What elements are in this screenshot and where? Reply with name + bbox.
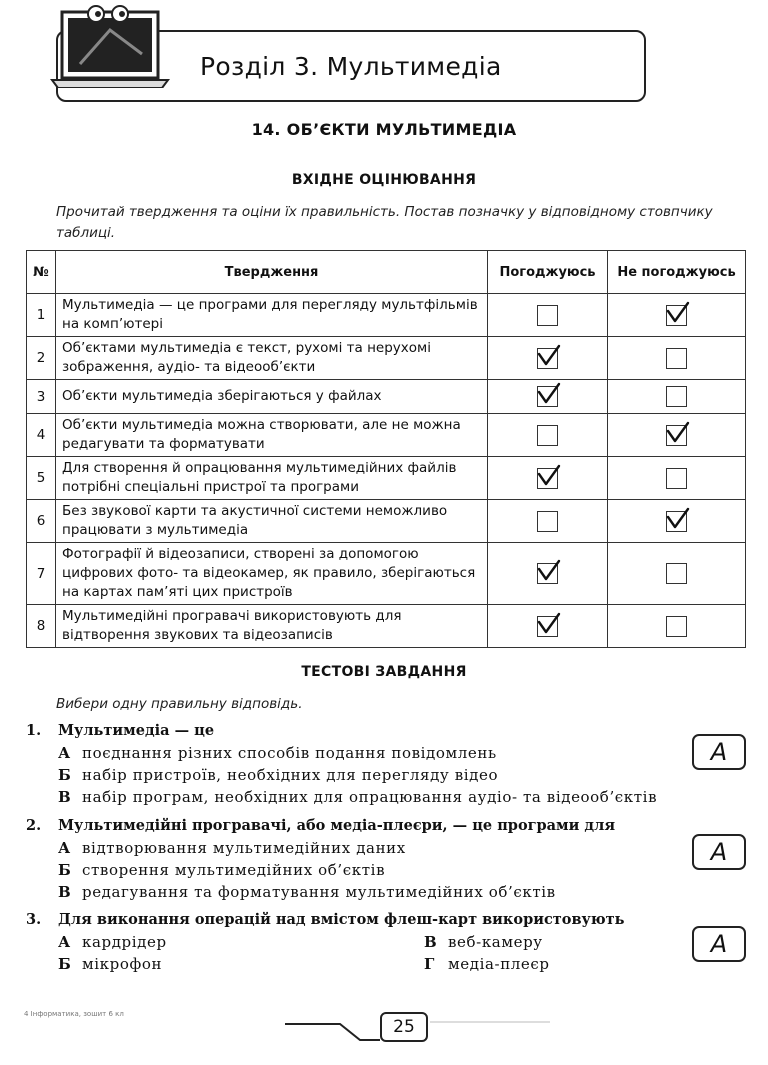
row-number: 8: [27, 605, 56, 648]
row-number: 5: [27, 457, 56, 500]
disagree-checkbox[interactable]: [666, 563, 687, 584]
agree-checkbox[interactable]: [537, 468, 558, 489]
agree-checkbox[interactable]: [537, 386, 558, 407]
row-statement: Мультимедійні програвачі використовують для відтворення звукових та відеозаписів: [56, 605, 488, 648]
statements-table: [26, 250, 746, 648]
question-text: Для виконання операцій над вмістом флеш-карт використовують: [58, 911, 625, 928]
option-letter: А: [58, 933, 71, 951]
disagree-checkbox[interactable]: [666, 305, 687, 326]
question-1: [26, 722, 214, 739]
page-decoration: [280, 1016, 380, 1046]
col-statement-header: Твердження: [56, 251, 488, 294]
table-row: [27, 500, 746, 543]
agree-checkbox[interactable]: [537, 511, 558, 532]
disagree-checkbox[interactable]: [666, 425, 687, 446]
question-number: 2.: [26, 817, 42, 834]
row-statement: Без звукової карти та акустичної системи неможливо працювати з мультимедіа: [56, 500, 488, 543]
disagree-checkbox[interactable]: [666, 511, 687, 532]
option-text: мікрофон: [82, 955, 163, 973]
answer-option[interactable]: [58, 933, 167, 951]
disagree-checkbox[interactable]: [666, 616, 687, 637]
tests-heading: ТЕСТОВІ ЗАВДАННЯ: [301, 664, 467, 680]
option-letter: Г: [424, 955, 435, 973]
table-row: [27, 380, 746, 414]
answer-option[interactable]: [58, 839, 406, 857]
disagree-checkbox[interactable]: [666, 468, 687, 489]
option-text: кардрідер: [82, 933, 167, 951]
answer-box[interactable]: А: [692, 834, 746, 870]
tests-instruction: Вибери одну правильну відповідь.: [56, 696, 303, 712]
agree-checkbox[interactable]: [537, 348, 558, 369]
table-row: [27, 605, 746, 648]
question-2: [26, 817, 615, 834]
agree-checkbox[interactable]: [537, 425, 558, 446]
option-text: набір програм, необхідних для опрацювання аудіо- та відеооб’єктів: [82, 788, 658, 806]
option-text: редагування та форматування мультимедійних об’єктів: [82, 883, 556, 901]
question-text: Мультимедіа — це: [58, 722, 215, 739]
table-row: [27, 294, 746, 337]
table-header-row: [27, 251, 746, 294]
answer-box[interactable]: А: [692, 734, 746, 770]
answer-option[interactable]: [58, 788, 657, 806]
footer-note: 4 Інформатика, зошит 6 кл: [24, 1010, 124, 1018]
question-number: 1.: [26, 722, 42, 739]
row-statement: Мультимедіа — це програми для перегляду мультфільмів на комп’ютері: [56, 294, 488, 337]
page-line: [430, 1016, 550, 1026]
answer-option[interactable]: [424, 933, 543, 951]
page-number: 25: [380, 1012, 428, 1042]
answer-option[interactable]: [58, 883, 556, 901]
option-letter: Б: [58, 861, 72, 879]
row-statement: Фотографії й відеозаписи, створені за допомогою цифрових фото- та відеокамер, як правило, зберігаються на картах пам’яті цих пристроїв: [56, 543, 488, 605]
table-row: [27, 543, 746, 605]
laptop-icon: [50, 4, 170, 88]
col-number-header: №: [27, 251, 56, 294]
question-number: 3.: [26, 911, 42, 928]
row-number: 3: [27, 380, 56, 414]
answer-option[interactable]: [58, 861, 385, 879]
row-statement: Об’єкти мультимедіа можна створювати, але не можна редагувати та форматувати: [56, 414, 488, 457]
agree-checkbox[interactable]: [537, 305, 558, 326]
row-number: 1: [27, 294, 56, 337]
table-row: [27, 457, 746, 500]
row-number: 6: [27, 500, 56, 543]
option-text: поєднання різних способів подання повідомлень: [82, 744, 497, 762]
row-number: 4: [27, 414, 56, 457]
disagree-checkbox[interactable]: [666, 348, 687, 369]
option-text: медіа-плеєр: [448, 955, 550, 973]
row-statement: Об’єктами мультимедіа є текст, рухомі та нерухомі зображення, аудіо- та відеооб’єкти: [56, 337, 488, 380]
option-letter: Б: [58, 766, 72, 784]
row-statement: Для створення й опрацювання мультимедійних файлів потрібні спеціальні пристрої та програми: [56, 457, 488, 500]
row-number: 2: [27, 337, 56, 380]
entry-instruction: Прочитай твердження та оціни їх правильність. Постав позначку у відповідному стовпчику таблиці.: [56, 204, 713, 241]
option-letter: А: [58, 839, 71, 857]
option-letter: В: [58, 788, 72, 806]
answer-box[interactable]: А: [692, 926, 746, 962]
option-letter: В: [424, 933, 438, 951]
option-letter: В: [58, 883, 72, 901]
option-letter: Б: [58, 955, 72, 973]
table-row: [27, 414, 746, 457]
disagree-checkbox[interactable]: [666, 386, 687, 407]
question-3: [26, 911, 625, 928]
option-text: відтворювання мультимедійних даних: [82, 839, 406, 857]
entry-heading: ВХІДНЕ ОЦІНЮВАННЯ: [291, 172, 477, 188]
answer-option[interactable]: [424, 955, 550, 973]
col-disagree-header: Не погоджуюсь: [608, 251, 746, 294]
question-text: Мультимедійні програвачі, або медіа-плеєри, — це програми для: [58, 817, 616, 834]
agree-checkbox[interactable]: [537, 563, 558, 584]
col-agree-header: Погоджуюсь: [488, 251, 608, 294]
option-letter: А: [58, 744, 71, 762]
option-text: створення мультимедійних об’єктів: [82, 861, 386, 879]
table-row: [27, 337, 746, 380]
lesson-title: 14. ОБ’ЄКТИ МУЛЬТИМЕДІА: [251, 120, 517, 139]
answer-option[interactable]: [58, 766, 498, 784]
row-number: 7: [27, 543, 56, 605]
section-title: Розділ 3. Мультимедіа: [200, 52, 502, 81]
agree-checkbox[interactable]: [537, 616, 558, 637]
answer-option[interactable]: [58, 955, 162, 973]
option-text: набір пристроїв, необхідних для перегляду відео: [82, 766, 499, 784]
option-text: веб-камеру: [448, 933, 543, 951]
row-statement: Об’єкти мультимедіа зберігаються у файлах: [56, 380, 488, 414]
answer-option[interactable]: [58, 744, 497, 762]
